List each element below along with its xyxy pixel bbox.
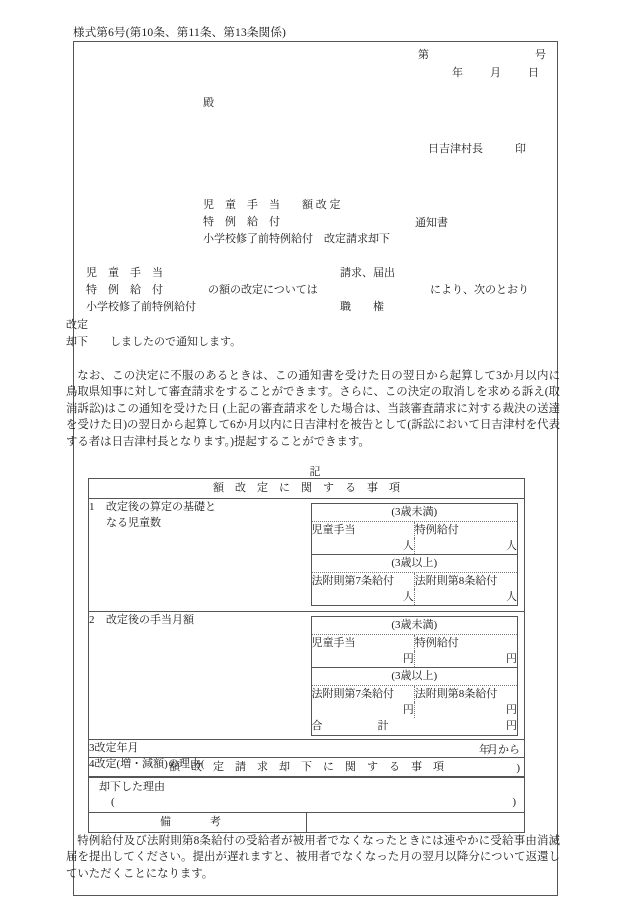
row2-group2-left-name: 法附則第7条給付	[311, 688, 394, 700]
row2-label: 改定後の手当月額	[106, 614, 194, 626]
rejection-open-paren: (	[111, 796, 115, 808]
row4-number: 4	[89, 758, 95, 770]
row1-number: 1	[89, 501, 95, 513]
cause-option-2: 職 権	[340, 301, 384, 313]
row3-year-label: 年	[479, 744, 490, 756]
cause-option-1: 請求、届出	[340, 267, 395, 279]
issuer-name: 日吉津村長	[428, 143, 483, 155]
amendment-table-header: 額 改 定 に 関 す る 事 項	[89, 479, 525, 499]
row2-group2-title: (3歳以上)	[311, 668, 518, 686]
rejection-close-paren: )	[512, 796, 516, 808]
body-mid-text: の額の改定については	[208, 284, 318, 296]
benefit-option-2: 特 例 給 付	[86, 284, 163, 296]
footnote-text: 特例給付及び法附則第8条給付の受給者が被用者でなくなったときには速やかに受給事由消滅届を提出してください。提出が遅れますと、被用者でなくなった月の翌月以降分について返還していただくことになります。	[66, 835, 560, 880]
row2-total-row	[311, 718, 518, 736]
rejection-reason-label: 却下した理由	[99, 781, 165, 793]
rejection-table-header: 額 改 定 請 求 却 下 に 関 す る 事 項	[89, 758, 525, 778]
row1-group2-right-unit: 人	[414, 589, 517, 606]
form-number: 様式第6号(第10条、第11条、第13条関係)	[73, 27, 287, 39]
remarks-label: 備 考	[89, 813, 307, 833]
row1-label-line2: なる児童数	[106, 517, 161, 529]
result-option-2: 却下	[66, 336, 88, 348]
row1-children-subtable	[311, 503, 519, 606]
row1-value-cell	[307, 499, 525, 612]
row2-group1-right-unit: 円	[414, 651, 517, 668]
table-row-1	[89, 499, 525, 612]
row2-number: 2	[89, 614, 95, 626]
title-line-1: 児 童 手 当 額 改 定	[203, 199, 341, 211]
date-year-label: 年	[452, 67, 463, 79]
row1-label-cell	[89, 499, 307, 612]
document-number-label: 第	[418, 49, 429, 61]
amendment-table	[88, 478, 525, 777]
row4-label: 改定(増・減額)の理由(	[94, 758, 205, 770]
row1-group1-title-row	[311, 504, 518, 522]
row2-total-label: 合 計	[311, 720, 411, 732]
date-day-label: 日	[528, 67, 539, 79]
body-line-1	[86, 265, 529, 282]
row1-group1-left-name: 児童手当	[311, 524, 356, 536]
body-closing-text: しましたので通知します。	[110, 336, 242, 348]
document-title-block	[203, 197, 390, 248]
seal-mark: 印	[515, 143, 526, 155]
rejection-reason-cell	[89, 778, 525, 813]
remarks-value	[307, 813, 525, 833]
body-tail-text: により、次のとおり	[430, 284, 529, 296]
row2-group1-title-row	[311, 617, 518, 635]
result-option-1: 改定	[66, 319, 88, 331]
row2-group1-name-row	[311, 635, 518, 652]
row1-group1-name-row	[311, 522, 518, 539]
row1-group2-left-name: 法附則第7条給付	[311, 575, 394, 587]
document-number-suffix: 号	[535, 49, 546, 61]
legal-notice-paragraph	[66, 368, 560, 450]
row1-group2-left-unit: 人	[402, 591, 414, 603]
row1-group1-right-name: 特例給付	[414, 522, 517, 539]
body-line-2	[86, 282, 529, 299]
row2-group2-unit-row	[311, 702, 518, 718]
row1-group2-name-row	[311, 573, 518, 590]
legal-notice-text: なお、この決定に不服のあるときは、この通知書を受けた日の翌日から起算して3か月以内に鳥取県知事に対して審査請求をすることができます。さらに、この決定の取消しを求める訴え(取消訴訟)はこの通知を受けた日 (上記の審査請求をした場合は、当該審査請求に対する裁決の送達を受けた日)の翌日から起算して6か月以内に日吉津村を被告として(訴訟において日吉津村を代表する者は日吉津村長となります。)提起することができます。	[66, 370, 560, 448]
title-line-2: 特 例 給 付	[203, 216, 280, 228]
row3-month-label: 月から	[487, 744, 520, 756]
row1-group1-left-unit: 人	[402, 540, 414, 552]
benefit-option-3: 小学校修了前特例給付	[86, 301, 196, 313]
benefit-option-1: 児 童 手 当	[86, 267, 163, 279]
row2-value-cell	[307, 612, 525, 740]
row2-group2-right-unit: 円	[414, 702, 517, 718]
title-line-3: 小学校修了前特例給付 改定請求却下	[203, 233, 390, 245]
row1-group2-title-row	[311, 555, 518, 573]
row1-group2-title: (3歳以上)	[311, 555, 518, 573]
footnote-paragraph	[66, 833, 560, 882]
row1-label-line1: 改定後の算定の基礎と	[106, 501, 216, 513]
row3-number: 3	[89, 742, 95, 754]
row1-group1-right-unit: 人	[414, 538, 517, 555]
addressee-honorific: 殿	[203, 97, 214, 109]
ki-marker: 記	[309, 466, 321, 478]
row4-close-paren: )	[516, 762, 520, 774]
body-line-3	[86, 299, 529, 316]
row2-group2-name-row	[311, 686, 518, 703]
rejection-reason-row	[89, 778, 525, 813]
row2-group1-unit-row	[311, 651, 518, 668]
body-statement-block	[86, 265, 529, 316]
row2-label-cell	[89, 612, 307, 740]
row2-group1-left-name: 児童手当	[311, 637, 356, 649]
notice-type-label: 通知書	[415, 217, 448, 229]
rejection-table	[88, 757, 525, 833]
row2-group1-right-name: 特例給付	[414, 635, 517, 652]
row2-group2-title-row	[311, 668, 518, 686]
row2-total-unit: 円	[506, 720, 517, 732]
row2-group2-right-name: 法附則第8条給付	[414, 686, 517, 703]
row3-label: 改定年月	[94, 742, 139, 754]
row2-group2-left-unit: 円	[402, 704, 414, 716]
row2-group1-left-unit: 円	[402, 653, 414, 665]
amendment-table-header-row	[89, 479, 525, 499]
row1-group1-title: (3歳未満)	[311, 504, 518, 522]
row2-amount-subtable	[311, 616, 519, 736]
date-month-label: 月	[490, 67, 501, 79]
remarks-row	[89, 813, 525, 833]
rejection-table-header-row	[89, 758, 525, 778]
row2-group1-title: (3歳未満)	[311, 617, 518, 635]
row1-group1-unit-row	[311, 538, 518, 555]
table-row-2	[89, 612, 525, 740]
row1-group2-right-name: 法附則第8条給付	[414, 573, 517, 590]
row1-group2-unit-row	[311, 589, 518, 606]
